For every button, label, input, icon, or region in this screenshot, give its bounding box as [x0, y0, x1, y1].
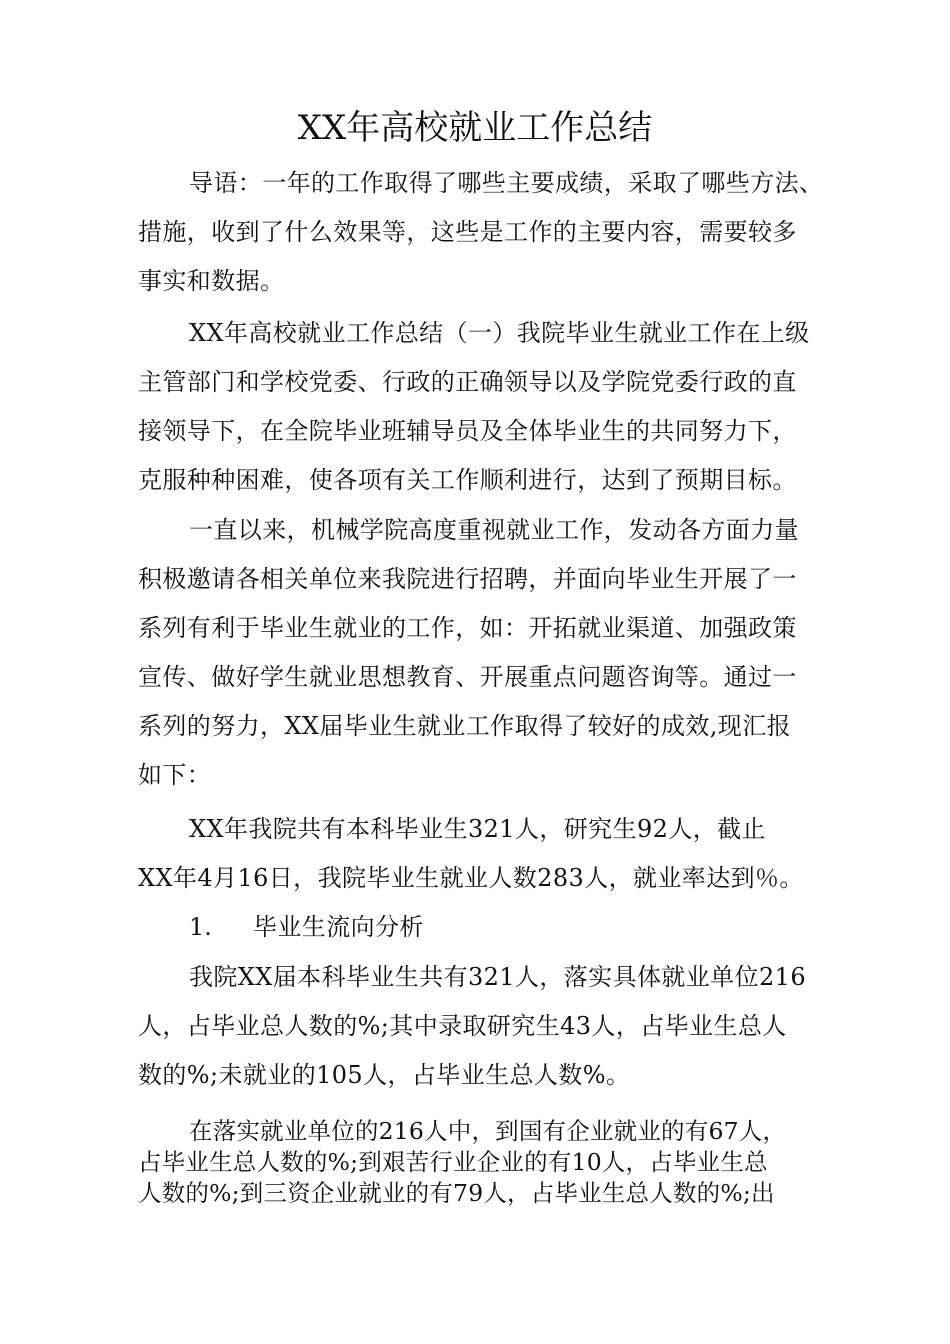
paragraph-1-line-4: 克服种种困难，使各项有关工作顺利进行，达到了预期目标。 — [138, 466, 797, 494]
paragraph-2-line-5: 系列的努力，XX届毕业生就业工作取得了较好的成效,现汇报 — [138, 712, 791, 740]
list-item-number: 1. — [189, 913, 212, 941]
paragraph-2-line-3: 系列有利于毕业生就业的工作，如：开拓就业渠道、加强政策 — [138, 614, 797, 642]
paragraph-2-line-2: 积极邀请各相关单位来我院进行招聘，并面向毕业生开展了一 — [138, 565, 797, 593]
paragraph-5-line-3: 人数的%;到三资企业就业的有79人，占毕业生总人数的%;出 — [138, 1179, 775, 1207]
paragraph-5-line-1: 在落实就业单位的216人中，到国有企业就业的有67人， — [189, 1117, 787, 1145]
paragraph-3-line-1: XX年我院共有本科毕业生321人，研究生92人，截止 — [189, 815, 766, 843]
paragraph-4-line-2: 人，占毕业总人数的%;其中录取研究生43人，占毕业生总人 — [138, 1012, 787, 1040]
paragraph-1-line-1: XX年高校就业工作总结（一）我院毕业生就业工作在上级 — [189, 319, 810, 347]
paragraph-2-line-1: 一直以来，机械学院高度重视就业工作，发动各方面力量 — [189, 516, 799, 544]
intro-line-3: 事实和数据。 — [138, 267, 285, 295]
paragraph-4-line-1: 我院XX届本科毕业生共有321人，落实具体就业单位216 — [189, 963, 806, 991]
intro-line-2: 措施，收到了什么效果等，这些是工作的主要内容，需要较多 — [138, 218, 797, 246]
paragraph-5-line-2: 占毕业生总人数的%;到艰苦行业企业的有10人，占毕业生总 — [138, 1148, 768, 1176]
paragraph-2-line-4: 宣传、做好学生就业思想教育、开展重点问题咨询等。通过一 — [138, 663, 797, 691]
paragraph-1-line-3: 接领导下，在全院毕业班辅导员及全体毕业生的共同努力下， — [138, 417, 797, 445]
paragraph-4-line-3: 数的%;未就业的105人，占毕业生总人数%。 — [138, 1061, 631, 1089]
list-item-text: 毕业生流向分析 — [253, 913, 424, 941]
paragraph-3-line-2: XX年4月16日，我院毕业生就业人数283人，就业率达到％。 — [138, 864, 804, 892]
paragraph-2-line-6: 如下： — [138, 761, 212, 789]
paragraph-1-line-2: 主管部门和学校党委、行政的正确领导以及学院党委行政的直 — [138, 368, 797, 396]
document-title: XX年高校就业工作总结 — [297, 108, 653, 148]
intro-line-1: 导语：一年的工作取得了哪些主要成绩，采取了哪些方法、 — [189, 169, 824, 197]
